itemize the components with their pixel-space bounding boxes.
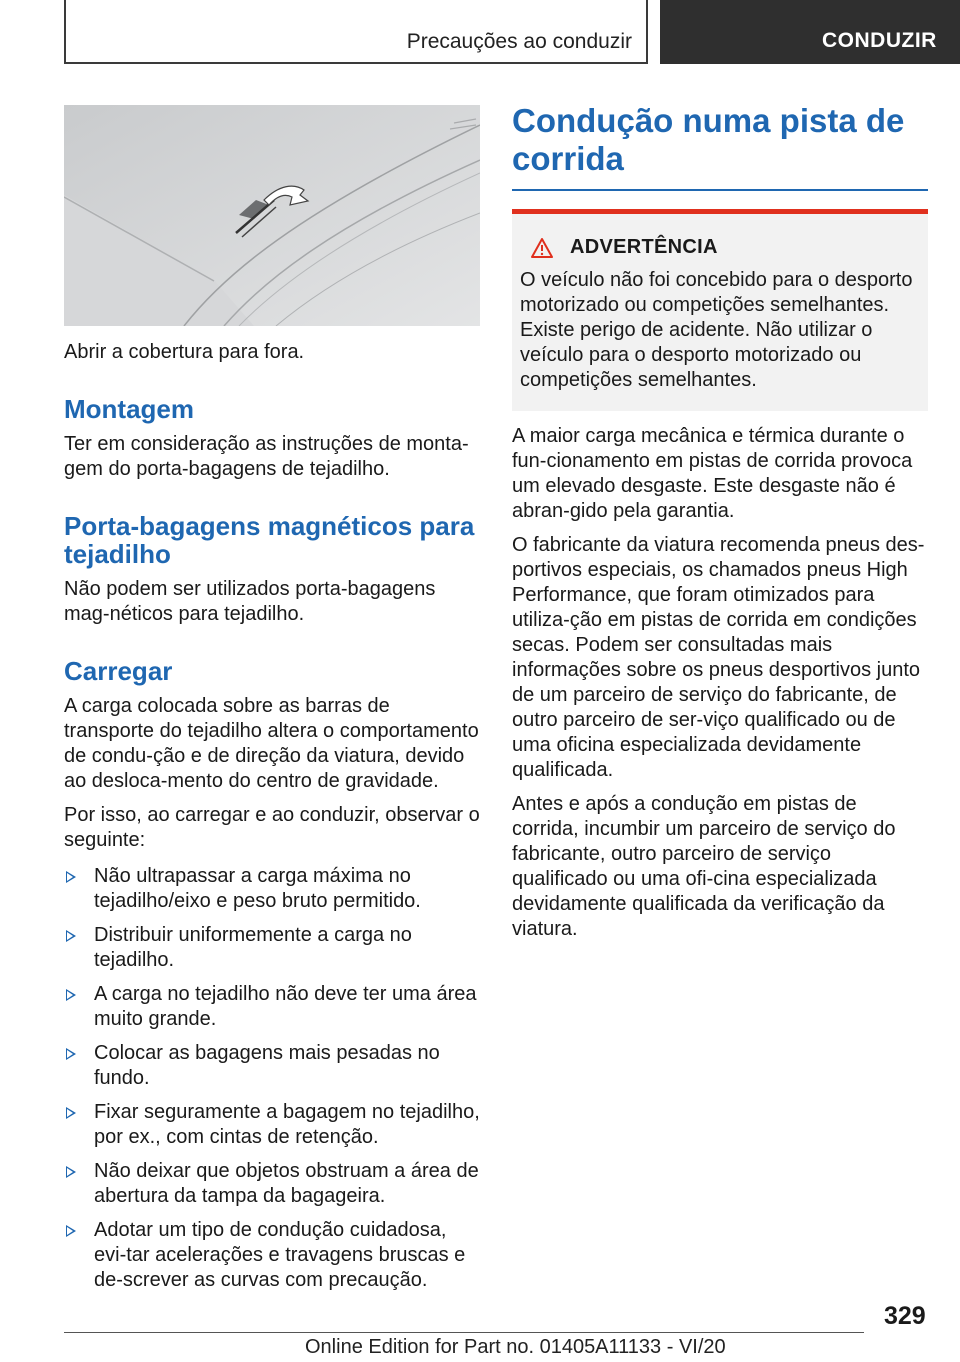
pista-paragraph-3: Antes e após a condução em pistas de corrida, incumbir um parceiro de serviço do fabricante, outro parceiro de serviço qualificado ou uma ofi‐cina especializada devidamente qualificada da verificação da viatura. [512,793,896,940]
triangle-bullet-icon [66,871,76,883]
header-chapter-title: CONDUZIR [822,29,937,52]
list-item: Distribuir uniformemente a carga no tejadilho. [64,923,480,973]
left-column [64,105,480,1302]
list-item: A carga no tejadilho não deve ter uma área muito grande. [64,982,480,1032]
triangle-bullet-icon [66,1166,76,1178]
heading-magneticos: Porta-bagagens magnéticos para tejadilho [64,511,475,569]
carregar-paragraph-2: Por isso, ao carregar e ao conduzir, observar o seguinte: [64,804,480,851]
footer-rule [64,1332,864,1333]
footer-edition: Online Edition for Part no. 01405A11133 - VI/20 [305,1336,726,1358]
pista-paragraph-2: O fabricante da viatura recomenda pneus des‐portivos especiais, os chamados pneus High Performance, que foram otimizados para utiliza‐ção em pistas de corrida em condições secas. Podem ser consultadas mais informações sobre os pneus desportivos junto de um parceiro de serviço do fabricante, de outro parceiro de ser‐viço qualificado ou de uma oficina especializada devidamente qualificada. [512,534,925,781]
warning-label: ADVERTÊNCIA [570,236,718,258]
list-item: Adotar um tipo de condução cuidadosa, evi‐tar acelerações e travagens bruscas e de‐screver as curvas com precaução. [64,1218,480,1293]
header-section-title: Precauções ao conduzir [406,30,632,53]
montagem-text: Ter em consideração as instruções de monta‐gem do porta-bagagens de tejadilho. [64,433,469,480]
right-column [512,102,928,942]
heading-carregar: Carregar [64,656,173,686]
header-section-box [64,0,648,64]
header-chapter-box [660,0,960,64]
triangle-bullet-icon [66,1107,76,1119]
list-item: Não ultrapassar a carga máxima no tejadilho/eixo e peso bruto permitido. [64,864,480,914]
warning-triangle-icon [530,237,554,259]
triangle-bullet-icon [66,989,76,1001]
list-item: Colocar as bagagens mais pesadas no fundo. [64,1041,480,1091]
heading-montagem: Montagem [64,394,194,424]
roof-cover-photo [64,105,480,326]
page-number: 329 [884,1302,926,1330]
magneticos-text: Não podem ser utilizados porta-bagagens mag‐néticos para tejadilho. [64,578,436,625]
list-item: Fixar seguramente a bagagem no tejadilho, por ex., com cintas de retenção. [64,1100,480,1150]
warning-box [512,209,928,411]
list-item: Não deixar que objetos obstruam a área de abertura da tampa da bagageira. [64,1159,480,1209]
warning-text: O veículo não foi concebido para o desporto motorizado ou competições semelhantes. Existe perigo de acidente. Não utilizar o veículo para o desporto motorizado ou competições semelhantes. [520,269,913,391]
heading-pista-corrida: Condução numa pista de corrida [512,102,905,177]
pista-paragraph-1: A maior carga mecânica e térmica durante o fun‐cionamento em pistas de corrida provoca um elevado desgaste. Este desgaste não é abran‐gido pela garantia. [512,425,913,522]
warning-header [520,236,920,259]
carregar-list [64,864,480,1293]
triangle-bullet-icon [66,930,76,942]
photo-caption: Abrir a cobertura para fora. [64,341,305,363]
heading-rule [512,189,928,191]
carregar-paragraph-1: A carga colocada sobre as barras de transporte do tejadilho altera o comportamento de condu‐ção e de direção da viatura, devido ao desloca‐mento do centro de gravidade. [64,695,479,792]
triangle-bullet-icon [66,1225,76,1237]
triangle-bullet-icon [66,1048,76,1060]
